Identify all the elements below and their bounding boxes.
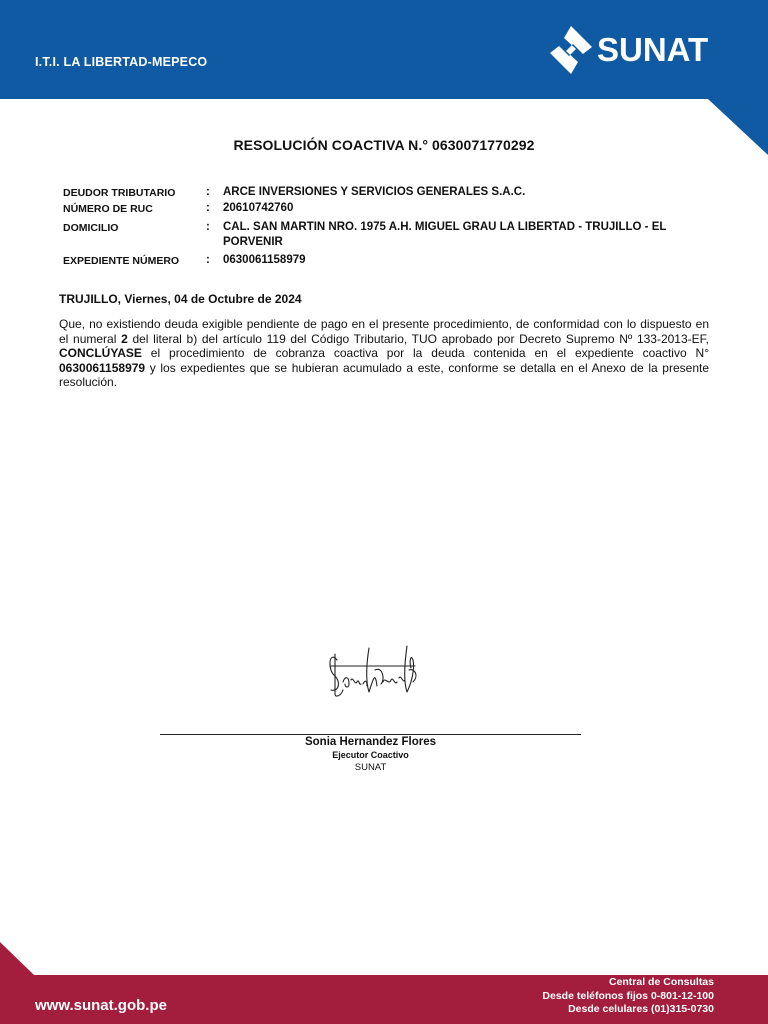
signer-role: Ejecutor Coactivo [332, 750, 409, 760]
website-link[interactable]: www.sunat.gob.pe [35, 997, 167, 1014]
field-value: 20610742760 [223, 202, 294, 214]
paragraph-text: Que, no existiendo deuda exigible pendiente de pago en el presente procedimiento, de conformidad con lo dispuesto en el numeral [59, 317, 709, 346]
conclusion-keyword: CONCLÚYASE [59, 346, 142, 360]
field-value: ARCE INVERSIONES Y SERVICIOS GENERALES S.A.C. [223, 186, 526, 198]
contact-info [542, 976, 714, 1017]
date-line: TRUJILLO, Viernes, 04 de Octubre de 2024 [59, 292, 302, 306]
field-label: NÚMERO DE RUC [63, 203, 153, 215]
field-ruc [63, 201, 723, 217]
paragraph-text: el procedimiento de cobranza coactiva por la deuda contenida en el expediente coactivo N° [141, 346, 709, 360]
numeral-value: 2 [121, 331, 128, 346]
contact-title: Central de Consultas [608, 976, 714, 988]
debtor-info [63, 185, 723, 269]
sunat-logo [548, 22, 738, 78]
field-separator: : [206, 221, 210, 233]
expediente-number: 0630061158979 [59, 360, 146, 375]
footer-corner-decoration [0, 942, 34, 975]
document-title: RESOLUCIÓN COACTIVA N.° 0630071770292 [233, 137, 535, 153]
signer-organization: SUNAT [354, 762, 387, 773]
logo-text: SUNAT [597, 31, 709, 68]
field-deudor [63, 185, 723, 201]
field-expediente [63, 253, 723, 269]
field-separator: : [206, 186, 210, 198]
field-domicilio [63, 220, 723, 250]
field-label: DEUDOR TRIBUTARIO [63, 187, 176, 199]
resolution-paragraph [59, 317, 709, 390]
signature-line [160, 734, 581, 735]
handwritten-signature [325, 640, 420, 702]
field-separator: : [206, 254, 210, 266]
contact-landline: Desde teléfonos fijos 0-801-12-100 [542, 989, 714, 1002]
field-value: 0630061158979 [223, 254, 306, 266]
sunat-logo-icon [548, 24, 594, 76]
field-label: EXPEDIENTE NÚMERO [63, 255, 180, 267]
field-separator: : [206, 202, 210, 214]
header-bar [0, 0, 768, 99]
paragraph-text: del literal b) del artículo 119 del Código Tributario, TUO aprobado por Decreto Supremo Nº 133-2013-EF, [127, 331, 709, 346]
paragraph-text: y los expedientes que se hubieran acumulado a este, conforme se detalla en el Anexo de la presente resolución. [59, 360, 709, 389]
contact-mobile: Desde celulares (01)315-0730 [568, 1003, 714, 1015]
field-label: DOMICILIO [63, 222, 119, 234]
signer-name: Sonia Hernandez Flores [304, 736, 436, 748]
office-name: I.T.I. LA LIBERTAD-MEPECO [35, 55, 208, 69]
field-value: CAL. SAN MARTIN NRO. 1975 A.H. MIGUEL GRAU LA LIBERTAD - TRUJILLO - EL PORVENIR [223, 221, 667, 248]
